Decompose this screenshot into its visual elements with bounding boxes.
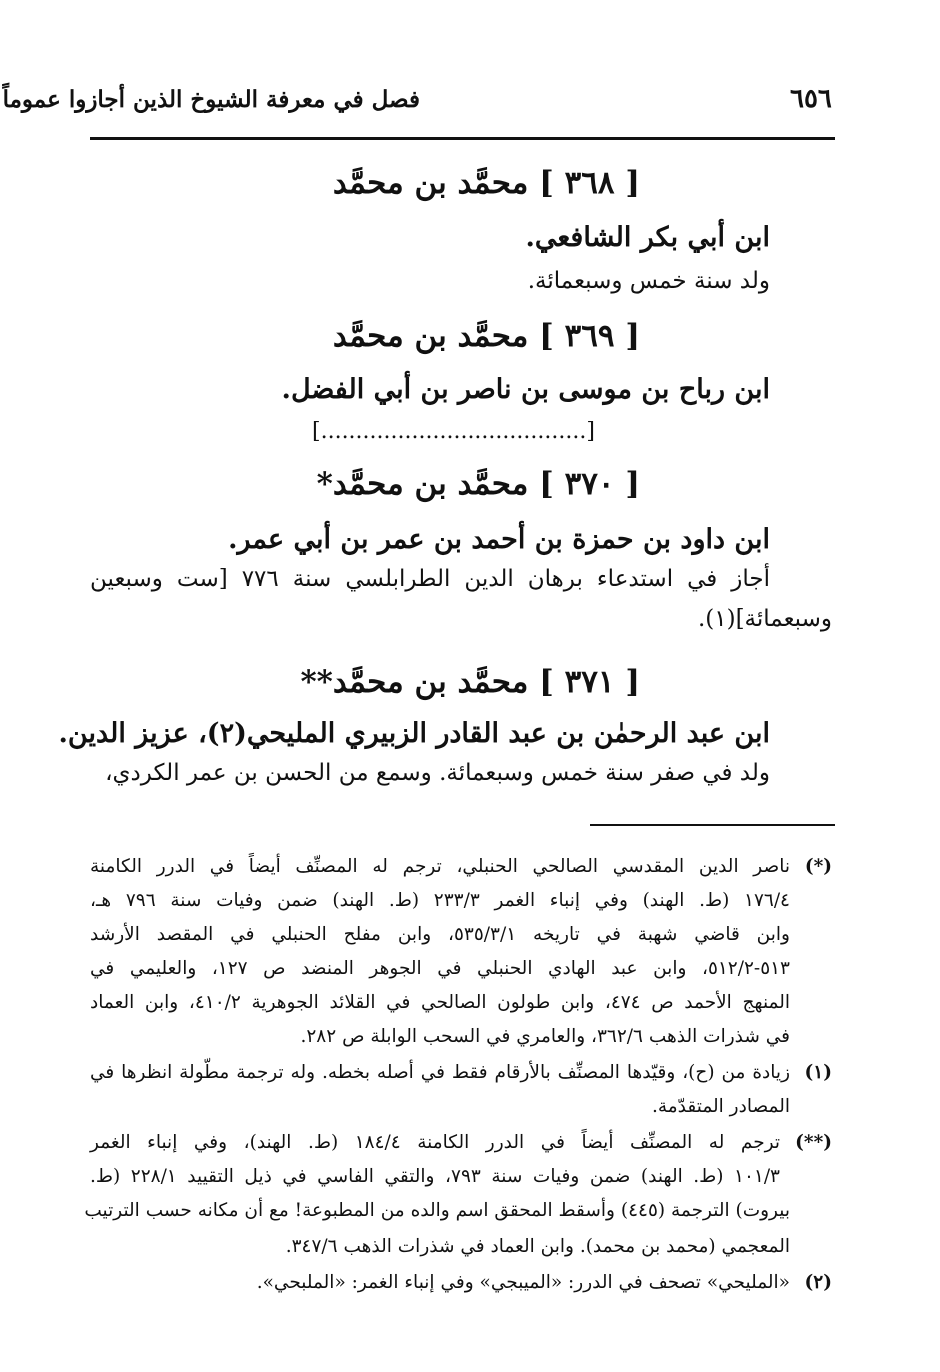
- footnote-line: في شذرات الذهب ٣٦٢/٦، والعامري في السحب الوابلة ص ٢٨٢.: [300, 1026, 790, 1047]
- entry-lineage-368: ابن أبي بكر الشافعي.: [525, 222, 770, 253]
- footnote-line: بيروت) الترجمة (٤٤٥) وأسقط المحقق اسم والده من المطبوعة! مع أن مكانه حسب الترتيب: [84, 1200, 790, 1221]
- footnote-line: ٥١٣-٥١٢/٢، وابن عبد الهادي الحنبلي في الجوهر المنضد ص ١٢٧، والعليمي في: [90, 958, 790, 979]
- page-number: ٦٥٦: [790, 84, 832, 114]
- entry-lineage-369: ابن رباح بن موسى بن ناصر بن أبي الفضل.: [281, 374, 770, 405]
- entry-lineage-370: ابن داود بن حمزة بن أحمد بن عمر بن أبي عمر.: [228, 524, 770, 555]
- footnote-marker-double-star: (**): [795, 1132, 832, 1153]
- footnote-line: المنهج الأحمد ص ٤٧٤، وابن طولون الصالحي في القلائد الجوهرية ٤١٠/٢، وابن العماد: [90, 992, 791, 1013]
- entry-body-370-cont: وسبعمائة](١).: [697, 606, 832, 632]
- footnote-line: المعجمي (محمد بن محمد). وابن العماد في شذرات الذهب ٣٤٧/٦.: [285, 1236, 790, 1257]
- footnote-line: ترجم له المصنِّف أيضاً في الدرر الكامنة ١٨٤/٤ (ط. الهند)، وفي إنباء الغمر: [90, 1132, 780, 1153]
- footnote-rule: [590, 824, 835, 826]
- footnote-line: زيادة من (ح)، وقيّدها المصنِّف بالأرقام فقط في أصله بخطه. وله ترجمة مطّولة انظرها في: [90, 1062, 790, 1083]
- entry-body-371: ولد في صفر سنة خمس وسبعمائة. وسمع من الحسن بن عمر الكردي،: [105, 760, 770, 786]
- entry-heading-370: [ ٣٧٠ ] محمَّد بن محمَّد*: [316, 466, 640, 502]
- footnote-marker-2: (٢): [804, 1272, 832, 1293]
- footnote-line: ناصر الدين المقدسي الصالحي الحنبلي، ترجم له المصنِّف أيضاً في الدرر الكامنة: [90, 856, 790, 877]
- footnote-line: ١٠١/٣ (ط. الهند) ضمن وفيات سنة ٧٩٣، والتقي الفاسي في ذيل التقييد ٢٢٨/١ (ط.: [90, 1166, 780, 1187]
- footnote-marker-star: (*): [804, 856, 832, 877]
- entry-heading-368: [ ٣٦٨ ] محمَّد بن محمَّد: [332, 165, 640, 201]
- entry-lineage-371: ابن عبد الرحمٰن بن عبد القادر الزبيري المليحي(٢)، عزيز الدين.: [58, 718, 770, 749]
- entry-heading-371: [ ٣٧١ ] محمَّد بن محمَّد**: [300, 664, 640, 700]
- footnote-line: وابن قاضي شهبة في تاريخه ٥٣٥/٣/١، وابن مفلح الحنبلي في المقصد الأرشد: [90, 924, 790, 945]
- footnote-line: المصادر المتقدّمة.: [651, 1096, 790, 1117]
- footnote-marker-1: (١): [804, 1062, 832, 1083]
- header-rule: [90, 137, 835, 140]
- entry-body-368: ولد سنة خمس وسبعمائة.: [527, 268, 770, 294]
- footnote-line: «المليحي» تصحف في الدرر: «الميبجي» وفي إنباء الغمر: «الملبحي».: [256, 1272, 790, 1293]
- entry-body-370: أجاز في استدعاء برهان الدين الطرابلسي سنة ٧٧٦ [ست وسبعين: [90, 566, 770, 592]
- footnote-line: ١٧٦/٤ (ط. الهند) وفي إنباء الغمر ٢٣٣/٣ (ط. الهند) ضمن وفيات سنة ٧٩٦ هـ،: [90, 890, 790, 911]
- text-gap-marker: [......................................]: [312, 419, 595, 444]
- entry-heading-369: [ ٣٦٩ ] محمَّد بن محمَّد: [332, 318, 640, 354]
- running-head: فصل في معرفة الشيوخ الذين أجازوا عموماً: [2, 86, 420, 113]
